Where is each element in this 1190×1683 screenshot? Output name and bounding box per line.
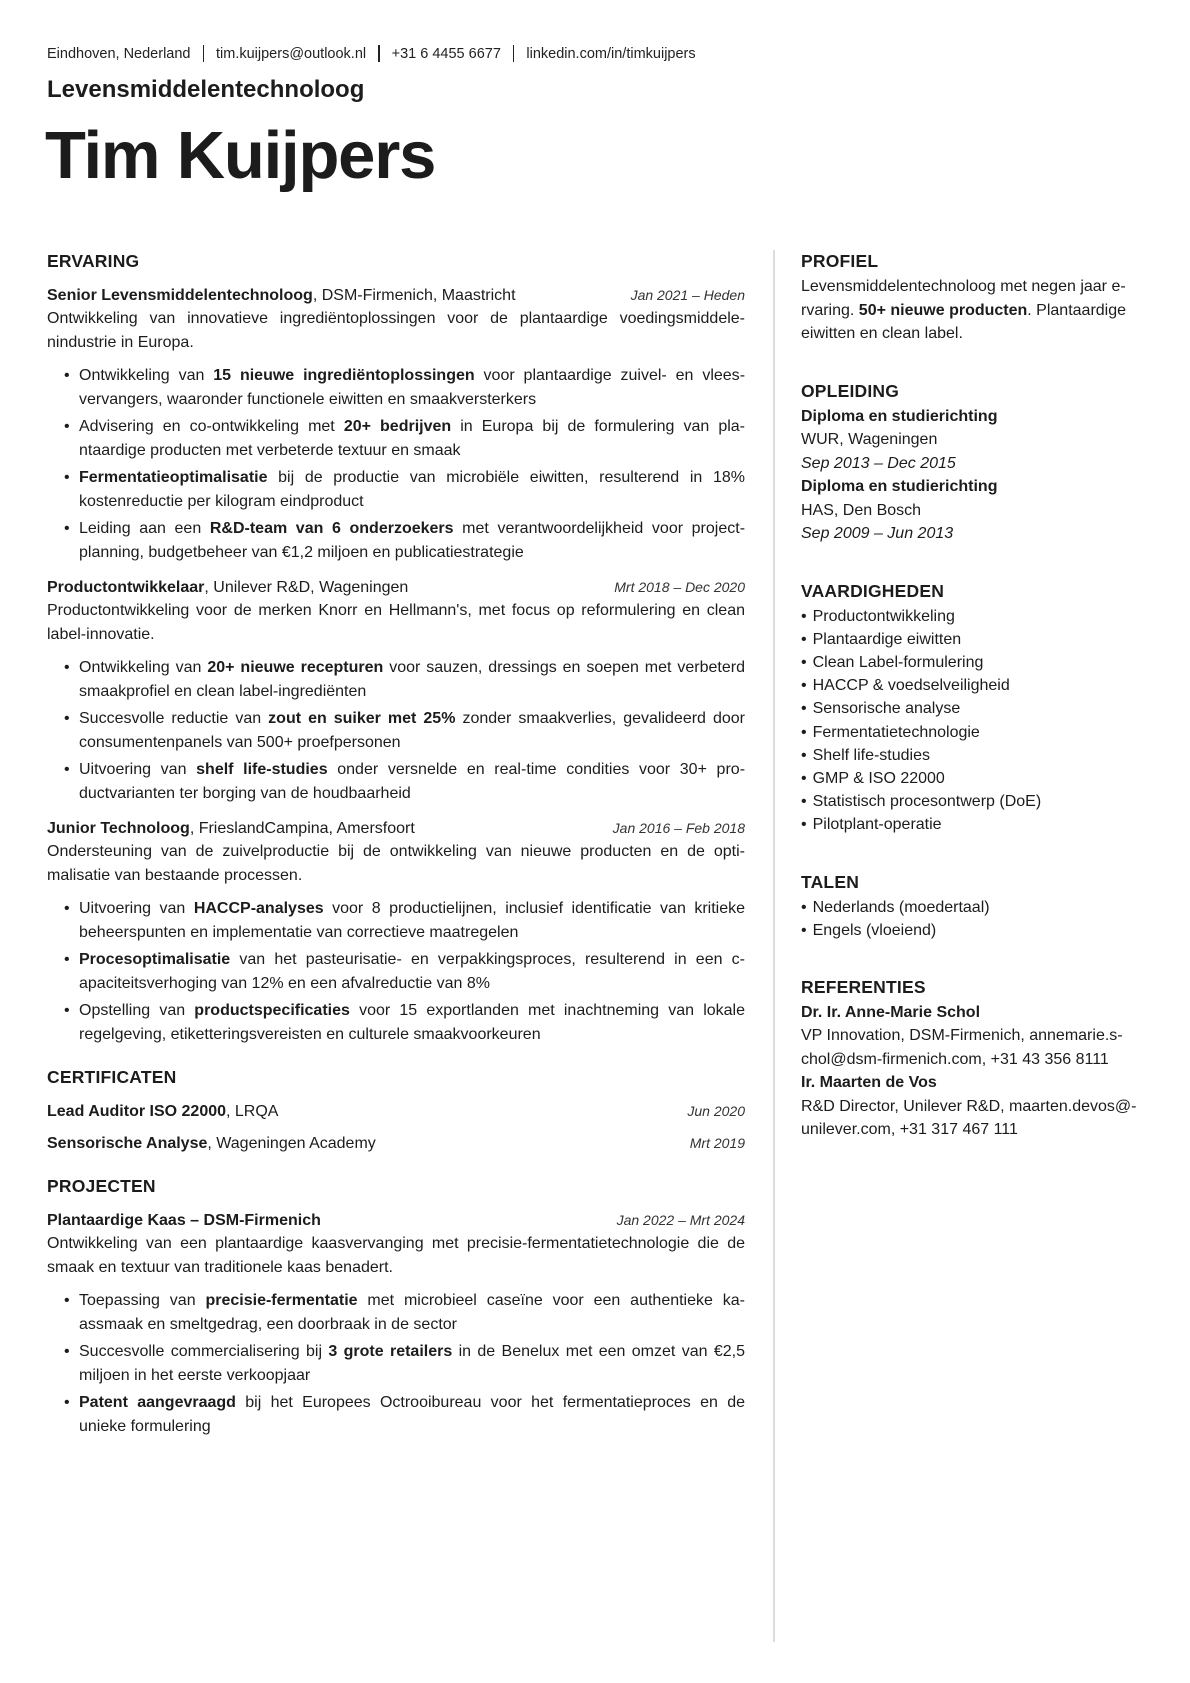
experience-entry xyxy=(47,284,745,564)
entry-date: Jan 2021 – Heden xyxy=(630,287,745,303)
skill-item: • Clean Label-formulering xyxy=(801,651,1161,674)
sidebar-column xyxy=(801,250,1161,1176)
project-name: Plantaardige Kaas – DSM-Firmenich xyxy=(47,1212,321,1229)
entry-header xyxy=(47,1209,745,1232)
languages-list xyxy=(801,896,1161,942)
education-entry xyxy=(801,405,1161,476)
list-item: • Toepassing van precisie-fermentatie met microbieel caseïne voor een authentieke kaassmaak en smeltgedrag, een doorbraak in de sector xyxy=(79,1289,745,1336)
education-date: Sep 2013 – Dec 2015 xyxy=(801,454,956,472)
job-company: , Unilever R&D, Wageningen xyxy=(204,579,409,596)
job-position: Productontwikkelaar xyxy=(47,579,205,596)
list-item: • Ontwikkeling van 15 nieuwe ingrediëntoplossingen voor plantaardige zuivel- en vleesvervangers, waaronder functionele eiwitten en smaakversterkers xyxy=(79,364,745,411)
list-item: • Uitvoering van HACCP-analyses voor 8 productielijnen, inclusief identificatie van kritieke beheerspunten en implementatie van correctieve maatregelen xyxy=(79,897,745,944)
bullet-list xyxy=(47,364,745,564)
education-school: WUR, Wageningen xyxy=(801,431,938,448)
entry-date: Jan 2022 – Mrt 2024 xyxy=(616,1212,745,1228)
main-column xyxy=(47,250,745,1450)
section-title: TALEN xyxy=(801,871,860,892)
list-item: • Succesvolle commercialisering bij 3 grote retailers in de Benelux met een omzet van €2,5 miljoen in het eerste verkoopjaar xyxy=(79,1340,745,1387)
skill-item: • HACCP & voedselveiligheid xyxy=(801,674,1161,697)
job-position: Junior Technoloog xyxy=(47,820,190,837)
job-title: Levensmiddelentechnoloog xyxy=(47,76,365,103)
section-title: PROFIEL xyxy=(801,251,879,271)
candidate-name: Tim Kuijpers xyxy=(45,118,436,193)
education-date: Sep 2009 – Jun 2013 xyxy=(801,525,954,542)
contact-separator xyxy=(378,45,380,62)
education-school: HAS, Den Bosch xyxy=(801,501,922,519)
language-item: • Nederlands (moedertaal) xyxy=(801,896,1161,919)
certificate-name: Sensorische Analyse xyxy=(47,1135,208,1152)
education-entry xyxy=(801,475,1161,546)
list-item: • Procesoptimalisatie van het pasteurisatie- en verpakkingsproces, resulterend in een capaciteitsverhoging van 12% en een afvalreductie van 8% xyxy=(79,948,745,995)
bullet-list xyxy=(47,656,745,805)
list-item: • Succesvolle reductie van zout en suiker met 25% zonder smaakverlies, gevalideerd door consumentenpanels van 500+ proefpersonen xyxy=(79,707,745,754)
skill-item: • Shelf life-studies xyxy=(801,744,1161,767)
contact-phone[interactable]: +31 6 4455 6677 xyxy=(391,45,501,62)
certificate-date: Mrt 2019 xyxy=(689,1135,745,1151)
bullet-list xyxy=(47,897,745,1046)
column-divider xyxy=(773,250,775,1642)
language-item: • Engels (vloeiend) xyxy=(801,919,1161,942)
profile-text: Levensmiddelentechnoloog met negen jaar ervaring. 50+ nieuwe producten. Plantaardige eiwitten en clean label. xyxy=(801,278,1127,342)
skill-item: • GMP & ISO 22000 xyxy=(801,767,1161,790)
certificate-entry xyxy=(47,1100,745,1123)
section-title: REFERENTIES xyxy=(801,976,926,997)
contact-separator xyxy=(203,45,205,62)
contact-line xyxy=(47,45,696,62)
entry-date: Jan 2016 – Feb 2018 xyxy=(612,820,745,836)
reference-details: VP Innovation, DSM-Firmenich, annemarie.schol@dsm-firmenich.com, +31 43 356 8111 xyxy=(801,1027,1123,1068)
references-section xyxy=(801,976,1161,1142)
list-item: • Advisering en co-ontwikkeling met 20+ bedrijven in Europa bij de formulering van plantaardige producten met verbeterde textuur en smaak xyxy=(79,415,745,462)
reference-entry xyxy=(801,1071,1161,1142)
certificate-name: Lead Auditor ISO 22000 xyxy=(47,1103,227,1120)
certificate-org: , LRQA xyxy=(226,1103,279,1120)
section-title: PROJECTEN xyxy=(47,1176,156,1196)
entry-heading xyxy=(47,576,408,599)
skill-item: • Pilotplant-operatie xyxy=(801,813,1161,836)
reference-name: Dr. Ir. Anne-Marie Schol xyxy=(801,1003,981,1021)
entry-description: Ondersteuning van de zuivelproductie bij de ontwikkeling van nieuwe producten en de optimalisatie van bestaande processen. xyxy=(47,843,745,884)
contact-separator xyxy=(513,45,515,62)
entry-header xyxy=(47,576,745,599)
section-title: CERTIFICATEN xyxy=(47,1067,177,1087)
contact-location: Eindhoven, Nederland xyxy=(47,45,191,62)
section-title: VAARDIGHEDEN xyxy=(801,580,945,601)
job-position: Senior Levensmiddelentechnoloog xyxy=(47,287,313,304)
education-degree: Diploma en studierichting xyxy=(801,407,998,425)
profile-section xyxy=(801,250,1161,346)
contact-email[interactable]: tim.kuijpers@outlook.nl xyxy=(216,45,367,62)
list-item: • Leiding aan een R&D-team van 6 onderzoekers met verantwoordelijkheid voor projectplanning, budgetbeheer van €1,2 miljoen en publicatiestrategie xyxy=(79,517,745,564)
section-title: OPLEIDING xyxy=(801,380,900,401)
entry-heading xyxy=(47,817,415,840)
section-title: ERVARING xyxy=(47,251,140,271)
entry-header xyxy=(47,817,745,840)
bullet-list xyxy=(47,1289,745,1438)
certificates-section xyxy=(47,1066,745,1155)
skills-list xyxy=(801,605,1161,837)
experience-entry xyxy=(47,576,745,805)
entry-header xyxy=(47,284,745,307)
entry-description: Ontwikkeling van innovatieve ingrediëntoplossingen voor de plantaardige voedingsmiddelenindustrie in Europa. xyxy=(47,310,745,351)
entry-heading xyxy=(47,284,516,307)
contact-linkedin[interactable]: linkedin.com/in/timkuijpers xyxy=(526,45,696,62)
languages-section xyxy=(801,871,1161,942)
list-item: • Patent aangevraagd bij het Europees Octrooibureau voor het fermentatieproces en de unieke formulering xyxy=(79,1391,745,1438)
entry-date: Mrt 2018 – Dec 2020 xyxy=(614,579,745,595)
experience-entry xyxy=(47,817,745,1046)
skills-section xyxy=(801,580,1161,837)
certificate-heading xyxy=(47,1132,376,1155)
job-company: , DSM-Firmenich, Maastricht xyxy=(312,287,516,304)
certificate-date: Jun 2020 xyxy=(687,1103,745,1119)
education-section xyxy=(801,380,1161,546)
experience-section xyxy=(47,250,745,1046)
projects-section xyxy=(47,1175,745,1438)
certificate-entry xyxy=(47,1132,745,1155)
skill-item: • Sensorische analyse xyxy=(801,697,1161,720)
skill-item: • Plantaardige eiwitten xyxy=(801,628,1161,651)
project-entry xyxy=(47,1209,745,1438)
entry-description: Ontwikkeling van een plantaardige kaasvervanging met precisie-fermentatietechnologie die de smaak en textuur van traditionele kaas benadert. xyxy=(47,1235,745,1276)
job-company: , FrieslandCampina, Amersfoort xyxy=(189,820,415,837)
list-item: • Opstelling van productspecificaties voor 15 exportlanden met inachtneming van lokale regelgeving, etiketteringsvereisten en culturele smaakvoorkeuren xyxy=(79,999,745,1046)
entry-description: Productontwikkeling voor de merken Knorr en Hellmann's, met focus op reformulering en clean label-innovatie. xyxy=(47,602,745,643)
list-item: • Ontwikkeling van 20+ nieuwe recepturen voor sauzen, dressings en soepen met verbeterd smaakprofiel en clean label-ingrediënten xyxy=(79,656,745,703)
certificate-org: , Wageningen Academy xyxy=(207,1135,376,1152)
list-item: • Uitvoering van shelf life-studies onder versnelde en real-time condities voor 30+ productvarianten ter borging van de houdbaarheid xyxy=(79,758,745,805)
education-degree: Diploma en studierichting xyxy=(801,478,998,495)
list-item: • Fermentatieoptimalisatie bij de productie van microbiële eiwitten, resulterend in 18% kostenreductie per kilogram eindproduct xyxy=(79,466,745,513)
skill-item: • Statistisch procesontwerp (DoE) xyxy=(801,790,1161,813)
reference-details: R&D Director, Unilever R&D, maarten.devos@unilever.com, +31 317 467 111 xyxy=(801,1097,1137,1139)
certificate-heading xyxy=(47,1100,278,1123)
reference-entry xyxy=(801,1001,1161,1072)
skill-item: • Fermentatietechnologie xyxy=(801,721,1161,744)
skill-item: • Productontwikkeling xyxy=(801,605,1161,628)
reference-name: Ir. Maarten de Vos xyxy=(801,1074,937,1092)
